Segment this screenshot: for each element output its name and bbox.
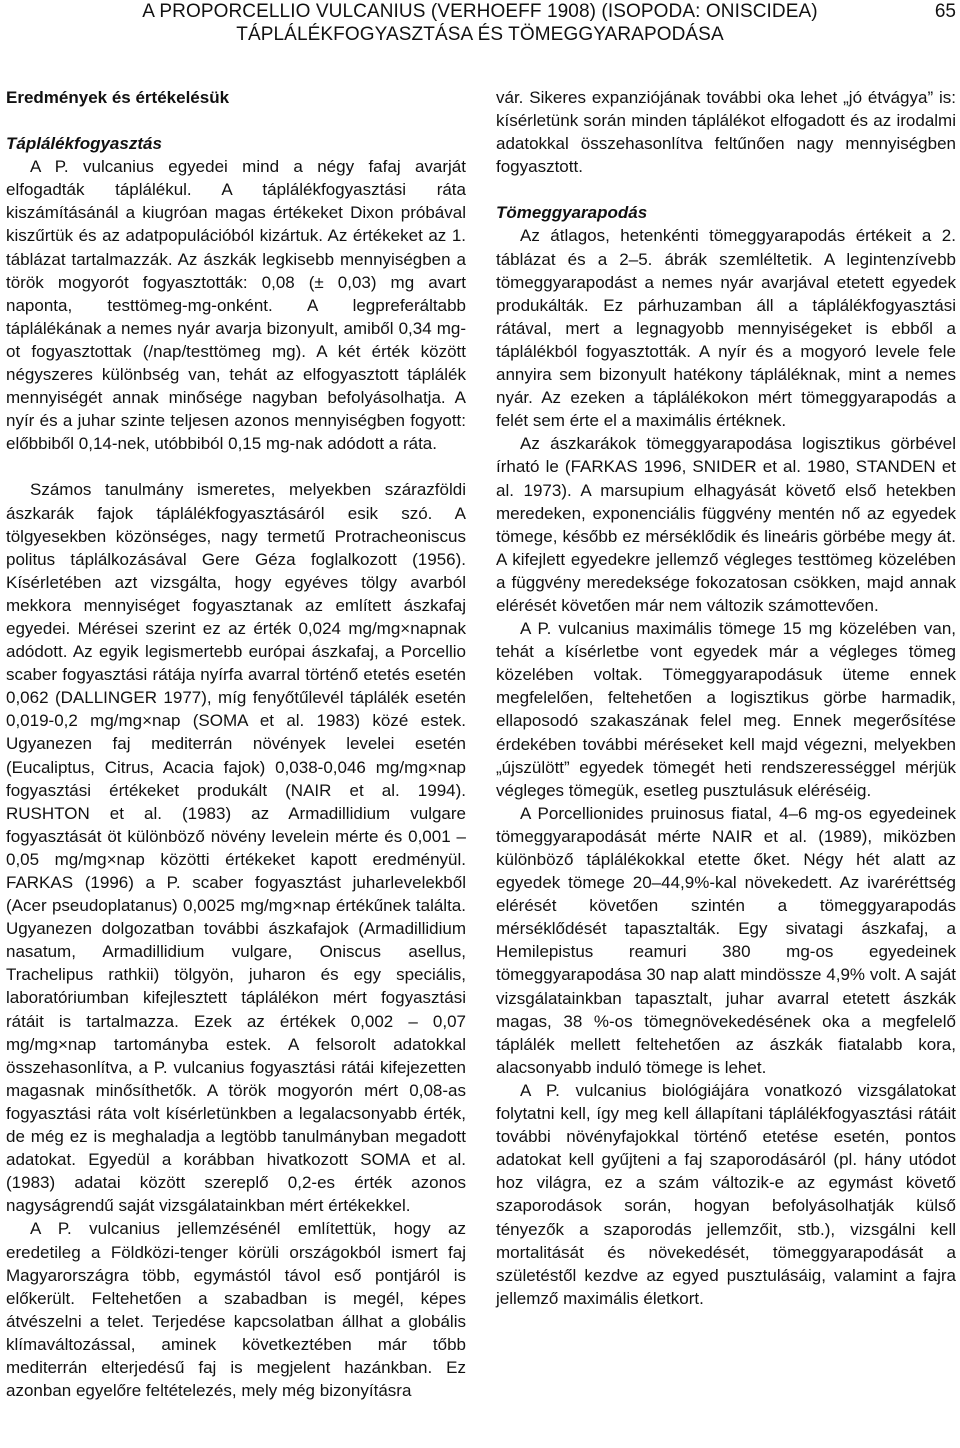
- body-paragraph: Az ászkarákok tömeggyarapodása logisztikus görbével írható le (FARKAS 1996, SNIDER et al. 1980, STANDEN et al. 1973). A marsupium elhagyását követő első hetekben meredeken, exponenciális függvény mentén nő az egyedek tömege, később ez mérséklődik és lineáris görbébe megy át. A kifejlett egyedekre jellemző végleges testtömeg közelében a függvény meredeksége fokozatosan csökken, majd annak elérését követően már nem változik számottevően.: [496, 434, 956, 615]
- running-head: [0, 0, 960, 46]
- body-paragraph: A P. vulcanius maximális tömege 15 mg közelében van, tehát a kísérletbe vont egyedek már a végleges tömeg közelében voltak. Tömeggyarapodásuk üteme ennek megfelelően, feltehetően a logisztikus görbe harmadik, ellaposodó szakaszának felel meg. Ennek megerősítése érdekében további méréseket kell majd végezni, melyekben „újszülött” egyedek tömegét heti rendszerességgel mérjük végleges tömegük, esetleg pusztulásuk eléréséig.: [496, 619, 956, 800]
- section-heading: Eredmények és értékelésük: [6, 88, 230, 107]
- body-paragraph: A P. vulcanius biológiájára vonatkozó vizsgálatokat folytatni kell, így meg kell állapítani táplálékfogyasztási rátáit további növényfajokkal történő etetése esetén, pontos adatokat kell gyűjteni a faj szaporodásáról (pl. hány utódot hoz világra, ez a szám változik-e az egymást követő szaporodások során, hogyan befolyásolhatják külső tényezők a szaporodás jellemzőit, stb.), vizsgálni kell mortalitását és növekedését, tömeggyarapodását a születéstől kezdve az egyed pusztulásáig, valamint a fajra jellemző maximális életkort.: [496, 1080, 956, 1308]
- running-head-line-2: TÁPLÁLÉKFOGYASZTÁSA ÉS TÖMEGGYARAPODÁSA: [236, 24, 724, 45]
- body-paragraph: Az átlagos, hetenkénti tömeggyarapodás értékeit a 2. táblázat és a 2–5. ábrák szemléltetik. A legintenzívebb tömeggyarapodást a nemes nyár avarjával etetett egyedek produkálták. Ez párhuzamban áll a táplálékfogyasztási rátával, mert a legnagyobb mennyiségeket is ebből a táplálékból fogyasztották. A nyír és a mogyoró levele fele annyira sem bizonyult hatékony tápláléknak, mint a nemes nyár. Az ezeken a táplálékokon mért tömeggyarapodás a felét sem érte el a maximális értéknek.: [496, 226, 956, 431]
- body-paragraph: Számos tanulmány ismeretes, melyekben szárazföldi ászkarák fajok táplálékfogyasztásáról esik szó. A tölgyesekben közönséges, nagy termetű Protracheoniscus politus táplálkozásával Gere Géza foglalkozott (1956). Kísérletében azt vizsgálta, hogy egyéves tölgy avarból mekkora mennyiséget fogyasztanak az említett ászkafaj egyedei. Mérései szerint ez az érték 0,024 mg/mg×napnak adódott. Az egyik legismertebb európai ászkafaj, a Porcellio scaber fogyasztási rátája nyírfa avarral történő etetés esetén 0,062 (DALLINGER 1977), míg fenyőtűlevél táplálék esetén 0,019-0,2 mg/mg×nap (SOMA et al. 1983) közé estek. Ugyanezen faj mediterrán növények levelei esetén (Eucaliptus, Citrus, Acacia fajok) 0,038-0,046 mg/mg×nap fogyasztási értékeket produkált (NAIR et al. 1994). RUSHTON et al. (1983) az Armadillidium vulgare fogyasztását öt különböző növény levelein mérte és 0,001 – 0,05 mg/mg×nap közötti értékeket kapott eredményül. FARKAS (1996) a P. scaber fogyasztást juharlevelekből (Acer pseudoplatanus) 0,0025 mg/mg×nap értékűnek találta. Ugyanezen dolgozatban további ászkafajok (Armadillidium nasatum, Armadillidium vulgare, Oniscus asellus, Trachelipus rathkii) tölgyön, juharon és egy speciális, laboratóriumban kifejlesztett táplálékon mért fogyasztási rátáit is tartalmazza. Ezek az értékek 0,002 – 0,07 mg/mg×nap tartományba estek. A felsorolt adatokkal összehasonlítva, a P. vulcanius fogyasztási rátái kifejezetten magasnak minősíthetők. A török mogyorón mért 0,08-as fogyasztási ráta volt kísérletünkben a legalacsonyabb érték, de még ez is meghaladja a legtöbb tanulmányban megadott adatokat. Egyedül a korábban hivatkozott SOMA et al. (1983) adatai között szereplő 0,2-es érték azonos nagyságrendű saját vizsgálatainkban mért értékekkel.: [6, 480, 466, 1216]
- body-paragraph: A P. vulcanius jellemzésénél említettük, hogy az eredetileg a Földközi-tenger körüli országokból ismert faj Magyarországra több, egymástól távol eső pontjáról is előkerült. Feltehetően a szabadban is megél, képes átvészelni a telet. Terjedése kapcsolatban állhat a globális klímaváltozással, aminek következtében már tőbb mediterrán elterjedésű faj is megjelent hazánkban. Ez azonban egyelőre feltételezés, mely még bizonyításra: [6, 1219, 466, 1401]
- page-number: 65: [934, 1, 956, 22]
- right-column: [496, 86, 956, 1310]
- subsection-heading-food-consumption: Táplálékfogyasztás: [6, 134, 162, 154]
- body-paragraph: A Porcellionides pruinosus fiatal, 4–6 mg-os egyedeinek tömeggyarapodását mérte NAIR et al. (1989), miközben különböző táplálékokkal etette őket. Négy hét alatt az egyedek tömege 20–44,9%-kal növekedett. Az ivaréréttség elérését követően szintén a tömeggyarapodás mérséklődését tapasztalták. Egy sivatagi ászkafaj, a Hemilepistus reamuri 380 mg-os egyedeinek tömeggyarapodása 30 nap alatt mindössze 4,9% volt. A saját vizsgálatainkban tapasztalt, juhar avarral etetett ászkák magas, 38 %-os tömegnövekedésének oka a megfelelő táplálék mellett feltehetően az ászkák fiatalabb kora, alacsonyabb induló tömege is lehet.: [496, 803, 956, 1077]
- body-paragraph: A P. vulcanius egyedei mind a négy fafaj avarját elfogadták táplálékul. A táplálékfogyasztási ráta kiszámításánál a kiugróan magas értékeket Dixon próbával kiszűrtük és az adatpopulációból kizártuk. Az értékeket az 1. táblázat tartalmazzák. Az ászkák legkisebb mennyiségben a török mogyorót fogyasztották: 0,08 (± 0,03) mg avart naponta, testtömeg-mg-onként. A legpreferáltabb táplálékának a nemes nyár avarja bizonyult, amiből 0,34 mg-ot fogyasztottak (/nap/testtömeg mg). A két érték között négyszeres különbség van, tehát az elfogyasztott táplálék mennyiségét annak minősége nagyban befolyásolhatja. A nyír és a juhar szinte teljesen azonos mennyiségben fogyott: előbbiből 0,14-nek, utóbbiból 0,15 mg-nak adódott a ráta.: [6, 157, 466, 454]
- running-head-line-1: A PROPORCELLIO VULCANIUS (VERHOEFF 1908) (ISOPODA: ONISCIDEA): [142, 1, 818, 22]
- body-paragraph-continued: vár. Sikeres expanziójának további oka lehet „jó étvágya” is: kísérletünk során minden táplálékot elfogadott és az irodalmi adatokkal összehasonlítva feltűnően nagy mennyiségben fogyasztott.: [496, 88, 956, 177]
- left-column: [6, 86, 466, 1402]
- subsection-heading-mass-gain: Tömeggyarapodás: [496, 203, 648, 223]
